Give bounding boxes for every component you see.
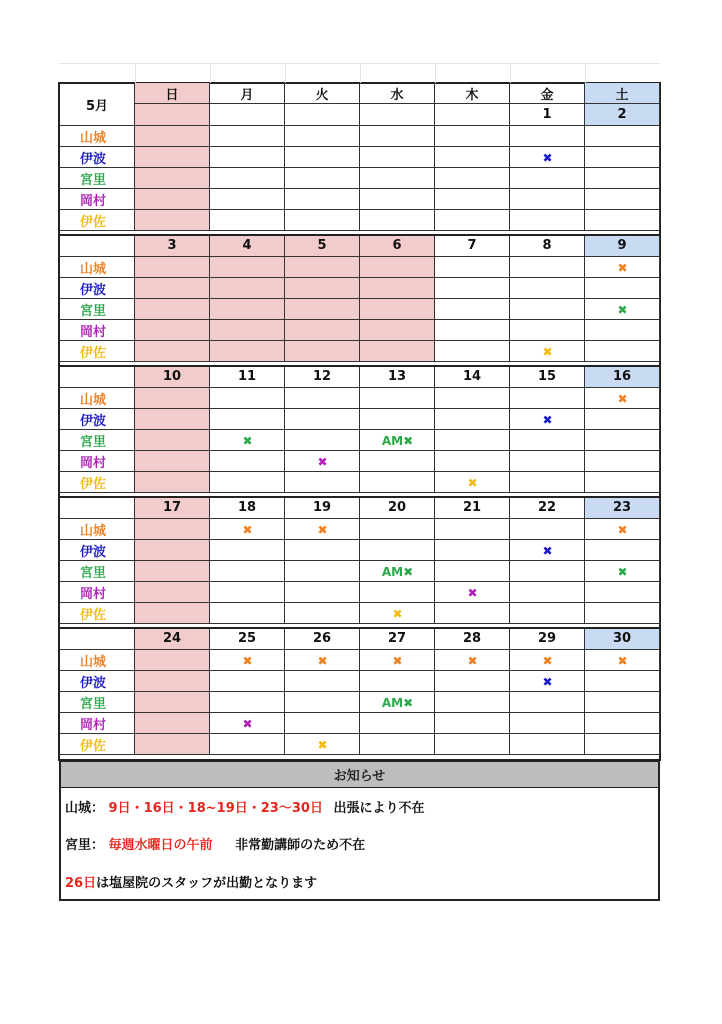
staff-label: 伊波 (59, 278, 135, 299)
schedule-cell (285, 278, 360, 299)
schedule-cell (210, 472, 285, 493)
date-row-blank (59, 366, 135, 388)
date-row-blank (59, 628, 135, 650)
schedule-cell (360, 388, 435, 409)
schedule-cell (360, 451, 435, 472)
schedule-cell (285, 713, 360, 734)
schedule-cell (435, 126, 510, 147)
schedule-cell (210, 603, 285, 624)
staff-label: 宮里 (59, 430, 135, 451)
schedule-cell (435, 257, 510, 278)
schedule-cell (135, 561, 210, 582)
schedule-cell (360, 257, 435, 278)
x-mark-icon: ✖ (542, 344, 553, 359)
date-cell: 21 (435, 497, 510, 519)
staff-label: 伊佐 (59, 210, 135, 231)
notice-line2-rest: 非常勤講師のため不在 (235, 838, 366, 853)
schedule-cell (210, 561, 285, 582)
notice-line-miyazato (65, 834, 365, 853)
staff-label: 伊佐 (59, 734, 135, 755)
schedule-cell (585, 210, 660, 231)
schedule-cell (135, 320, 210, 341)
schedule-cell (360, 189, 435, 210)
schedule-cell (285, 257, 360, 278)
schedule-cell (210, 147, 285, 168)
schedule-cell (285, 671, 360, 692)
schedule-cell (210, 126, 285, 147)
schedule-cell (360, 320, 435, 341)
x-mark-icon: AM✖ (381, 695, 414, 710)
schedule-cell (435, 540, 510, 561)
schedule-cell (210, 540, 285, 561)
staff-label: 岡村 (59, 451, 135, 472)
weekday-header: 火 (285, 83, 360, 104)
schedule-cell (510, 210, 585, 231)
notice-line1-rest: 出張により不在 (333, 801, 425, 816)
schedule-cell (585, 582, 660, 603)
notice-header (59, 760, 660, 788)
schedule-cell (435, 519, 510, 540)
schedule-cell (135, 341, 210, 362)
schedule-cell (285, 540, 360, 561)
schedule-cell (285, 430, 360, 451)
schedule-cell (210, 671, 285, 692)
notice-line3-highlight: 26日 (65, 876, 97, 891)
x-mark-icon: ✖ (542, 674, 553, 689)
schedule-cell (435, 713, 510, 734)
x-mark-icon: ✖ (242, 522, 253, 537)
schedule-cell (135, 126, 210, 147)
schedule-cell (435, 189, 510, 210)
staff-label: 伊波 (59, 540, 135, 561)
schedule-cell (135, 519, 210, 540)
date-cell: 19 (285, 497, 360, 519)
schedule-cell (135, 650, 210, 671)
schedule-cell (285, 603, 360, 624)
date-cell: 3 (135, 235, 210, 257)
schedule-cell (510, 603, 585, 624)
week-separator (59, 234, 660, 236)
schedule-cell (360, 519, 435, 540)
schedule-cell (510, 692, 585, 713)
weekday-header: 土 (585, 83, 660, 104)
schedule-cell (435, 603, 510, 624)
date-cell: 7 (435, 235, 510, 257)
month-label: 5月 (59, 83, 135, 126)
schedule-cell (135, 210, 210, 231)
x-mark-icon: ✖ (242, 433, 253, 448)
schedule-cell (435, 320, 510, 341)
schedule-cell (210, 341, 285, 362)
schedule-cell (210, 168, 285, 189)
schedule-cell (135, 540, 210, 561)
schedule-cell (135, 603, 210, 624)
schedule-cell (135, 189, 210, 210)
date-cell: 30 (585, 628, 660, 650)
date-cell: 1 (510, 104, 585, 126)
staff-label: 岡村 (59, 320, 135, 341)
notice-line-26 (65, 872, 317, 891)
schedule-cell (285, 189, 360, 210)
schedule-cell (135, 692, 210, 713)
schedule-cell (210, 189, 285, 210)
schedule-cell (510, 168, 585, 189)
schedule-cell (360, 713, 435, 734)
date-cell: 8 (510, 235, 585, 257)
schedule-cell (210, 409, 285, 430)
x-mark-icon: ✖ (317, 653, 328, 668)
notice-line1-dates: 9日・16日・18~19日・23～30日 (108, 801, 323, 816)
schedule-cell (510, 472, 585, 493)
x-mark-icon: ✖ (542, 543, 553, 558)
date-cell: 17 (135, 497, 210, 519)
schedule-cell (135, 299, 210, 320)
weekday-header: 日 (135, 83, 210, 104)
schedule-cell (435, 341, 510, 362)
schedule-cell (360, 168, 435, 189)
notice-box (59, 787, 660, 901)
schedule-cell (285, 472, 360, 493)
schedule-cell (510, 320, 585, 341)
notice-line-yamashiro (65, 797, 425, 816)
x-mark-icon: ✖ (392, 653, 403, 668)
schedule-cell (435, 278, 510, 299)
staff-label: 伊佐 (59, 472, 135, 493)
date-cell: 2 (585, 104, 660, 126)
staff-label: 宮里 (59, 168, 135, 189)
date-cell: 24 (135, 628, 210, 650)
schedule-cell (510, 519, 585, 540)
schedule-cell (210, 210, 285, 231)
staff-label: 岡村 (59, 582, 135, 603)
x-mark-icon: ✖ (467, 653, 478, 668)
schedule-cell (510, 299, 585, 320)
blank-top-row (59, 63, 660, 83)
schedule-cell (285, 388, 360, 409)
schedule-cell (285, 168, 360, 189)
weekday-header: 月 (210, 83, 285, 104)
date-row-blank (59, 235, 135, 257)
date-cell: 18 (210, 497, 285, 519)
x-mark-icon: ✖ (617, 522, 628, 537)
schedule-cell (285, 409, 360, 430)
notice-title: お知らせ (333, 769, 386, 784)
schedule-cell (585, 692, 660, 713)
date-cell: 29 (510, 628, 585, 650)
weekday-header: 水 (360, 83, 435, 104)
schedule-cell (135, 734, 210, 755)
schedule-cell (360, 582, 435, 603)
x-mark-icon: ✖ (542, 653, 553, 668)
schedule-cell (585, 671, 660, 692)
schedule-cell (435, 451, 510, 472)
schedule-cell (210, 692, 285, 713)
schedule-cell (585, 472, 660, 493)
staff-label: 宮里 (59, 299, 135, 320)
schedule-cell (210, 582, 285, 603)
x-mark-icon: ✖ (542, 150, 553, 165)
schedule-cell (285, 320, 360, 341)
schedule-cell (510, 451, 585, 472)
x-mark-icon: ✖ (617, 260, 628, 275)
schedule-cell (360, 472, 435, 493)
schedule-cell (285, 210, 360, 231)
schedule-cell (585, 189, 660, 210)
schedule-cell (285, 692, 360, 713)
schedule-cell (360, 341, 435, 362)
staff-label: 宮里 (59, 692, 135, 713)
notice-line2-highlight: 毎週水曜日の午前 (108, 838, 213, 853)
schedule-cell (435, 430, 510, 451)
x-mark-icon: ✖ (317, 737, 328, 752)
schedule-cell (135, 257, 210, 278)
x-mark-icon: ✖ (317, 454, 328, 469)
schedule-cell (360, 409, 435, 430)
date-cell: 27 (360, 628, 435, 650)
schedule-cell (360, 147, 435, 168)
schedule-cell (210, 734, 285, 755)
schedule-cell (210, 451, 285, 472)
weekday-header: 金 (510, 83, 585, 104)
date-cell: 20 (360, 497, 435, 519)
date-cell (285, 104, 360, 126)
staff-label: 山城 (59, 388, 135, 409)
schedule-cell (435, 671, 510, 692)
x-mark-icon: ✖ (617, 391, 628, 406)
schedule-cell (585, 734, 660, 755)
schedule-cell (510, 561, 585, 582)
date-cell: 9 (585, 235, 660, 257)
date-cell: 12 (285, 366, 360, 388)
schedule-cell (360, 734, 435, 755)
schedule-cell (585, 341, 660, 362)
schedule-cell (585, 603, 660, 624)
schedule-cell (435, 561, 510, 582)
schedule-cell (135, 671, 210, 692)
schedule-cell (135, 388, 210, 409)
schedule-cell (585, 147, 660, 168)
date-cell: 4 (210, 235, 285, 257)
schedule-cell (435, 210, 510, 231)
schedule-cell (510, 257, 585, 278)
schedule-cell (510, 713, 585, 734)
x-mark-icon: ✖ (392, 606, 403, 621)
staff-label: 宮里 (59, 561, 135, 582)
x-mark-icon: ✖ (317, 522, 328, 537)
schedule-cell (585, 320, 660, 341)
schedule-cell (360, 126, 435, 147)
schedule-cell (135, 430, 210, 451)
schedule-cell (360, 210, 435, 231)
schedule-cell (210, 278, 285, 299)
date-cell (210, 104, 285, 126)
schedule-cell (510, 430, 585, 451)
schedule-cell (435, 692, 510, 713)
date-cell: 28 (435, 628, 510, 650)
schedule-cell (135, 472, 210, 493)
schedule-cell (285, 147, 360, 168)
schedule-cell (210, 257, 285, 278)
week-separator (59, 627, 660, 629)
schedule-cell (285, 561, 360, 582)
schedule-cell (285, 126, 360, 147)
staff-label: 山城 (59, 126, 135, 147)
x-mark-icon: ✖ (467, 475, 478, 490)
notice-line2-label: 宮里： (65, 838, 105, 853)
x-mark-icon: ✖ (617, 653, 628, 668)
schedule-cell (510, 189, 585, 210)
schedule-cell (510, 388, 585, 409)
date-cell: 5 (285, 235, 360, 257)
schedule-cell (135, 409, 210, 430)
schedule-cell (585, 168, 660, 189)
schedule-cell (435, 388, 510, 409)
schedule-cell (135, 278, 210, 299)
schedule-cell (435, 409, 510, 430)
schedule-cell (510, 126, 585, 147)
notice-line1-label: 山城： (65, 801, 105, 816)
notice-line3-rest: は塩屋院のスタッフが出勤となります (96, 876, 318, 891)
date-cell (360, 104, 435, 126)
schedule-cell (585, 409, 660, 430)
schedule-cell (135, 582, 210, 603)
date-cell: 10 (135, 366, 210, 388)
schedule-cell (210, 388, 285, 409)
staff-label: 岡村 (59, 713, 135, 734)
staff-label: 伊波 (59, 409, 135, 430)
schedule-cell (585, 126, 660, 147)
schedule-cell (435, 299, 510, 320)
date-cell: 23 (585, 497, 660, 519)
staff-label: 岡村 (59, 189, 135, 210)
schedule-cell (510, 734, 585, 755)
x-mark-icon: ✖ (542, 412, 553, 427)
date-cell: 15 (510, 366, 585, 388)
schedule-cell (210, 320, 285, 341)
staff-label: 伊佐 (59, 603, 135, 624)
date-cell: 11 (210, 366, 285, 388)
schedule-cell (510, 582, 585, 603)
week-separator (59, 496, 660, 498)
schedule-cell (585, 278, 660, 299)
schedule-cell (435, 734, 510, 755)
schedule-cell (360, 299, 435, 320)
schedule-cell (210, 299, 285, 320)
schedule-cell (285, 341, 360, 362)
date-cell: 14 (435, 366, 510, 388)
schedule-cell (135, 451, 210, 472)
schedule-cell (435, 168, 510, 189)
x-mark-icon: AM✖ (381, 564, 414, 579)
date-cell: 13 (360, 366, 435, 388)
date-cell: 25 (210, 628, 285, 650)
date-cell (135, 104, 210, 126)
date-cell: 16 (585, 366, 660, 388)
x-mark-icon: ✖ (467, 585, 478, 600)
schedule-cell (585, 540, 660, 561)
schedule-cell (135, 168, 210, 189)
staff-label: 伊佐 (59, 341, 135, 362)
date-row-blank (59, 497, 135, 519)
schedule-cell (285, 299, 360, 320)
x-mark-icon: AM✖ (381, 433, 414, 448)
schedule-cell (510, 278, 585, 299)
schedule-cell (285, 582, 360, 603)
staff-label: 山城 (59, 650, 135, 671)
week-separator (59, 365, 660, 367)
schedule-cell (435, 147, 510, 168)
schedule-cell (585, 451, 660, 472)
x-mark-icon: ✖ (617, 564, 628, 579)
schedule-cell (135, 147, 210, 168)
x-mark-icon: ✖ (617, 302, 628, 317)
schedule-cell (135, 713, 210, 734)
schedule-cell (585, 430, 660, 451)
staff-label: 伊波 (59, 147, 135, 168)
schedule-cell (360, 540, 435, 561)
x-mark-icon: ✖ (242, 653, 253, 668)
staff-label: 山城 (59, 519, 135, 540)
x-mark-icon: ✖ (242, 716, 253, 731)
staff-label: 伊波 (59, 671, 135, 692)
weekday-header: 木 (435, 83, 510, 104)
date-cell (435, 104, 510, 126)
date-cell: 22 (510, 497, 585, 519)
staff-label: 山城 (59, 257, 135, 278)
date-cell: 26 (285, 628, 360, 650)
schedule-cell (360, 671, 435, 692)
schedule-cell (360, 278, 435, 299)
date-cell: 6 (360, 235, 435, 257)
schedule-cell (585, 713, 660, 734)
